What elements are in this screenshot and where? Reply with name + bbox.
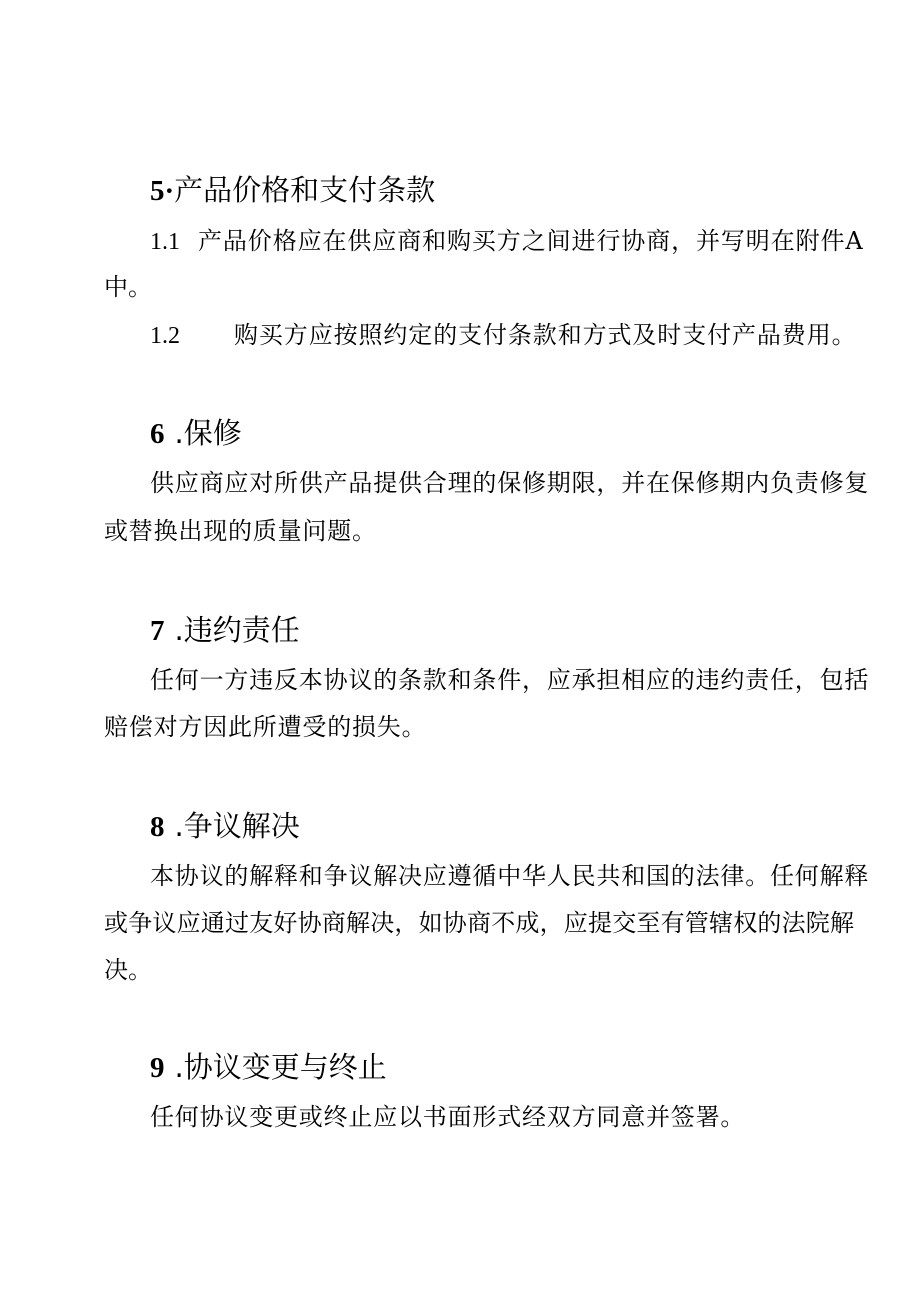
section-7-line-1: 任何一方违反本协议的条款和条件，应承担相应的违约责任，包括 — [150, 666, 870, 694]
section-9-title: .协议变更与终止 — [174, 1050, 387, 1084]
section-7-number: 7 — [150, 615, 165, 647]
section-8-heading — [150, 809, 300, 843]
section-8-title: .争议解决 — [174, 809, 300, 843]
section-6-number: 6 — [150, 418, 165, 450]
section-6-title: .保修 — [174, 416, 242, 450]
section-8-line-1: 本协议的解释和争议解决应遵循中华人民共和国的法律。任何解释 — [150, 862, 870, 890]
section-8-number: 8 — [150, 811, 165, 843]
section-7-title: .违约责任 — [174, 613, 300, 647]
section-6-heading — [150, 416, 242, 450]
section-9-heading — [150, 1050, 387, 1084]
section-5-number: 5· — [150, 175, 175, 207]
section-8-line-2: 或争议应通过友好协商解决，如协商不成，应提交至有管辖权的法院解 — [104, 909, 855, 937]
clause-1-1-continuation: 中。 — [104, 273, 152, 301]
section-7-heading — [150, 613, 300, 647]
clause-1-2 — [150, 323, 857, 348]
section-8-line-3: 决。 — [104, 956, 152, 984]
clause-1-1-number: 1.1 — [150, 229, 180, 255]
section-6-line-1: 供应商应对所供产品提供合理的保修期限，并在保修期内负责修复 — [150, 469, 870, 497]
section-6-line-2: 或替换出现的质量问题。 — [104, 517, 377, 545]
section-7-line-2: 赔偿对方因此所遭受的损失。 — [104, 713, 427, 741]
clause-1-2-number: 1.2 — [150, 323, 180, 349]
section-5-title: 产品价格和支付条款 — [174, 173, 436, 207]
section-9-line-1: 任何协议变更或终止应以书面形式经双方同意并签署。 — [150, 1103, 746, 1131]
clause-1-1-text: 产品价格应在供应商和购买方之间进行协商，并写明在附件A — [198, 227, 864, 255]
section-9-number: 9 — [150, 1052, 165, 1084]
clause-1-2-text: 购买方应按照约定的支付条款和方式及时支付产品费用。 — [234, 321, 857, 349]
clause-1-1 — [150, 229, 864, 254]
section-5-heading — [150, 173, 436, 207]
